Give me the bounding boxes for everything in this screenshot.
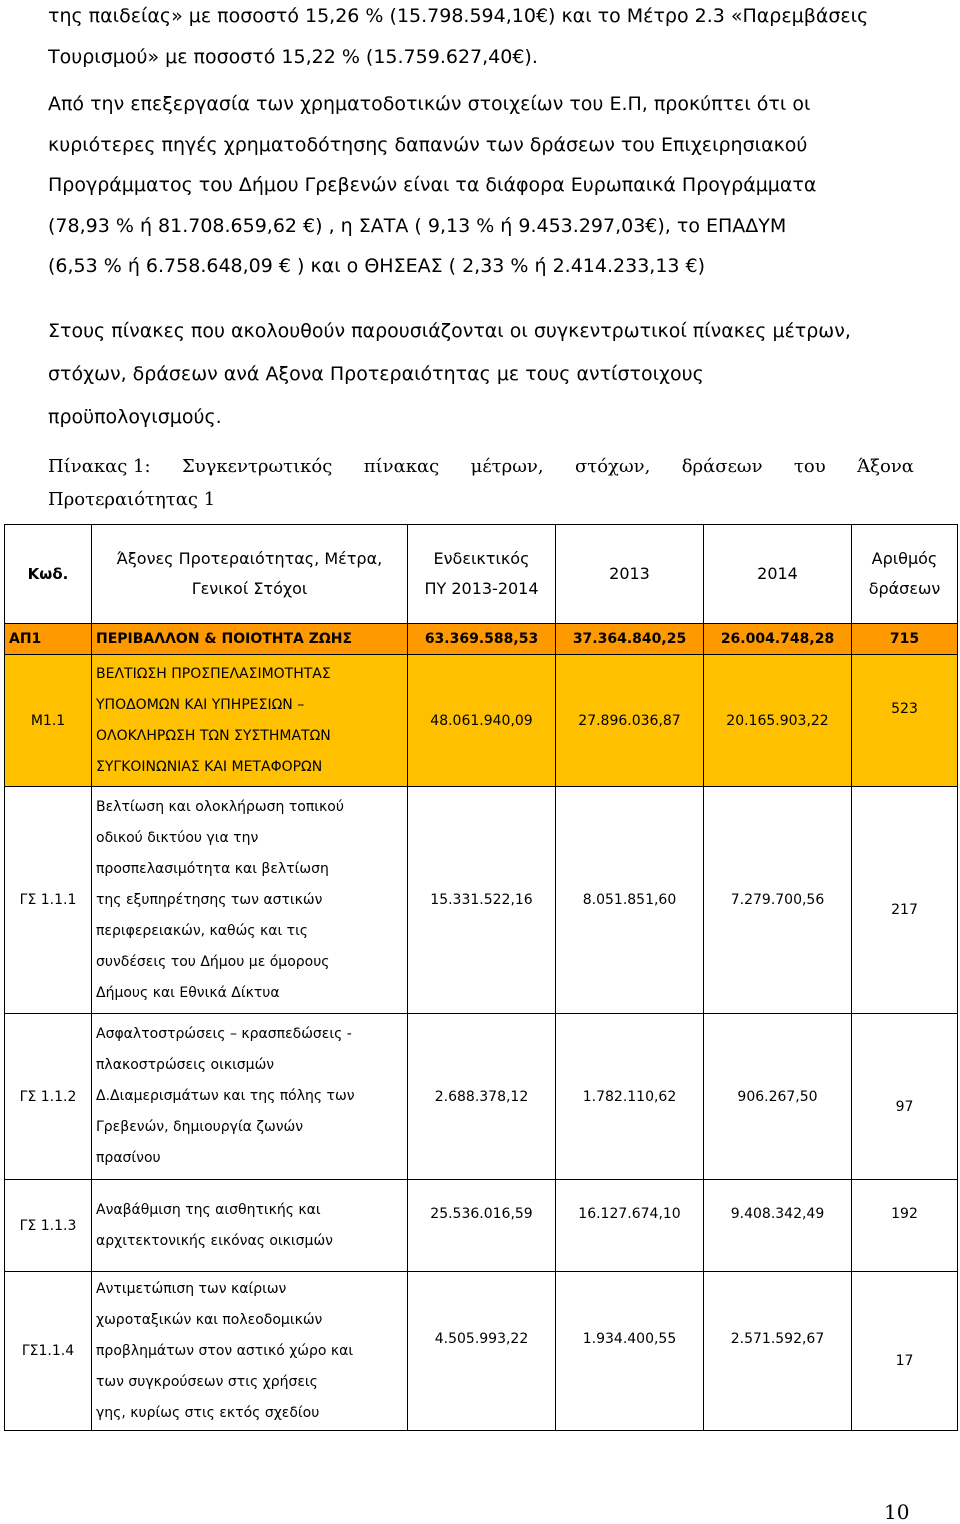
text-line: στόχων, δράσεων ανά Αξονα Προτεραιότητας με τους αντίστοιχους [48, 363, 704, 385]
header-2014: 2014 [704, 525, 852, 624]
axis-budget: 63.369.588,53 [408, 624, 556, 655]
goal-budget: 2.688.378,12 [408, 1014, 556, 1180]
goal-actions: 17 [852, 1272, 958, 1431]
text-line: της παιδείας» με ποσοστό 15,26 % (15.798.594,10€) και το Μέτρο 2.3 «Παρεμβάσεις [48, 5, 869, 27]
goal-row [5, 1180, 958, 1272]
caption-word: στόχων, [574, 456, 651, 477]
goal-2014: 906.267,50 [704, 1014, 852, 1180]
table-header-row [5, 525, 958, 624]
goal-code: ΓΣ 1.1.1 [5, 787, 92, 1014]
caption-word: μέτρων, [470, 456, 544, 477]
goal-2014: 2.571.592,67 [704, 1272, 852, 1431]
goal-description: Αναβάθμιση της αισθητικής και αρχιτεκτονικής εικόνας οικισμών [92, 1180, 408, 1272]
goal-actions: 192 [852, 1180, 958, 1272]
text-line: κυριότερες πηγές χρηματοδότησης δαπανών των δράσεων του Επιχειρησιακού [48, 133, 808, 156]
axis-title: ΠΕΡΙΒΑΛΛΟΝ & ΠΟΙΟΤΗΤΑ ΖΩΗΣ [92, 624, 408, 655]
caption-line-1 [48, 450, 914, 483]
goal-row [5, 1272, 958, 1431]
caption-word: του [793, 456, 826, 477]
intro-paragraph-1 [48, 0, 914, 77]
goal-code: ΓΣ1.1.4 [5, 1272, 92, 1431]
text-line: Προγράμματος του Δήμου Γρεβενών είναι τα διάφορα Ευρωπαικά Προγράμματα [48, 174, 817, 196]
table-caption [48, 450, 914, 516]
measure-row [5, 655, 958, 787]
goal-description: Αντιμετώπιση των καίριων χωροταξικών και πολεοδομικών προβλημάτων στον αστικό χώρο και των συγκρούσεων στις χρήσεις γης, κυρίως στις εκτός σχεδίου [92, 1272, 408, 1431]
measure-2014: 20.165.903,22 [704, 655, 852, 787]
text-line: Τουρισμού» με ποσοστό 15,22 % (15.759.627,40€). [48, 45, 538, 68]
axis-actions: 715 [852, 624, 958, 655]
caption-word: πίνακας [363, 456, 440, 477]
goal-budget: 15.331.522,16 [408, 787, 556, 1014]
goal-2013: 8.051.851,60 [556, 787, 704, 1014]
measure-budget: 48.061.940,09 [408, 655, 556, 787]
goal-2013: 16.127.674,10 [556, 1180, 704, 1272]
goal-actions: 217 [852, 787, 958, 1014]
goal-row [5, 787, 958, 1014]
caption-word: δράσεων [681, 456, 763, 477]
header-2013: 2013 [556, 525, 704, 624]
goal-2013: 1.934.400,55 [556, 1272, 704, 1431]
caption-word: Πίνακας 1: [48, 456, 151, 477]
axis-2013: 37.364.840,25 [556, 624, 704, 655]
intro-paragraph-2 [48, 84, 914, 287]
goal-2014: 9.408.342,49 [704, 1180, 852, 1272]
goal-budget: 25.536.016,59 [408, 1180, 556, 1272]
axis-code: ΑΠ1 [5, 624, 92, 655]
goal-2013: 1.782.110,62 [556, 1014, 704, 1180]
summary-table [4, 524, 958, 1431]
measure-code: Μ1.1 [5, 655, 92, 787]
text-line: (6,53 % ή 6.758.648,09 € ) και ο ΘΗΣΕΑΣ ( 2,33 % ή 2.414.233,13 €) [48, 255, 706, 277]
text-line: Από την επεξεργασία των χρηματοδοτικών στοιχείων του Ε.Π, προκύπτει ότι οι [48, 93, 811, 115]
text-line: (78,93 % ή 81.708.659,62 €) , η ΣΑΤΑ ( 9,13 % ή 9.453.297,03€), το ΕΠΑΔΥΜ [48, 214, 787, 237]
header-axis: Άξονες Προτεραιότητας, Μέτρα, Γενικοί Στόχοι [92, 525, 408, 624]
page-number: 10 [884, 1500, 910, 1524]
axis-2014: 26.004.748,28 [704, 624, 852, 655]
goal-budget: 4.505.993,22 [408, 1272, 556, 1431]
axis-row [5, 624, 958, 655]
header-code: Κωδ. [5, 525, 92, 624]
goal-actions: 97 [852, 1014, 958, 1180]
measure-title: ΒΕΛΤΙΩΣΗ ΠΡΟΣΠΕΛΑΣΙΜΟΤΗΤΑΣ ΥΠΟΔΟΜΩΝ ΚΑΙ ΥΠΗΡΕΣΙΩΝ – ΟΛΟΚΛΗΡΩΣΗ ΤΩΝ ΣΥΣΤΗΜΑΤΩΝ ΣΥΓΚΟΙΝΩΝΙΑΣ ΚΑΙ ΜΕΤΑΦΟΡΩΝ [92, 655, 408, 787]
text-line: Στους πίνακες που ακολουθούν παρουσιάζονται οι συγκεντρωτικοί πίνακες μέτρων, [48, 320, 851, 342]
goal-code: ΓΣ 1.1.3 [5, 1180, 92, 1272]
header-actions: Αριθμός δράσεων [852, 525, 958, 624]
measure-actions: 523 [852, 655, 958, 787]
caption-word: Άξονα [857, 456, 914, 477]
caption-word: Συγκεντρωτικός [181, 456, 333, 477]
text-line: προϋπολογισμούς. [48, 406, 222, 428]
header-budget: Ενδεικτικός ΠΥ 2013-2014 [408, 525, 556, 624]
goal-description: Βελτίωση και ολοκλήρωση τοπικού οδικού δικτύου για την προσπελασιμότητα και βελτίωση της εξυπηρέτησης των αστικών περιφερειακών, καθώς και τις συνδέσεις του Δήμου με όμορους Δήμους και Εθνικά Δίκτυα [92, 787, 408, 1014]
goal-2014: 7.279.700,56 [704, 787, 852, 1014]
goal-code: ΓΣ 1.1.2 [5, 1014, 92, 1180]
goal-row [5, 1014, 958, 1180]
measure-2013: 27.896.036,87 [556, 655, 704, 787]
caption-line-2: Προτεραιότητας 1 [48, 489, 216, 510]
goal-description: Ασφαλτοστρώσεις – κρασπεδώσεις - πλακοστρώσεις οικισμών Δ.Διαμερισμάτων και της πόλης των Γρεβενών, δημιουργία ζωνών πρασίνου [92, 1014, 408, 1180]
intro-paragraph-3 [48, 310, 914, 439]
